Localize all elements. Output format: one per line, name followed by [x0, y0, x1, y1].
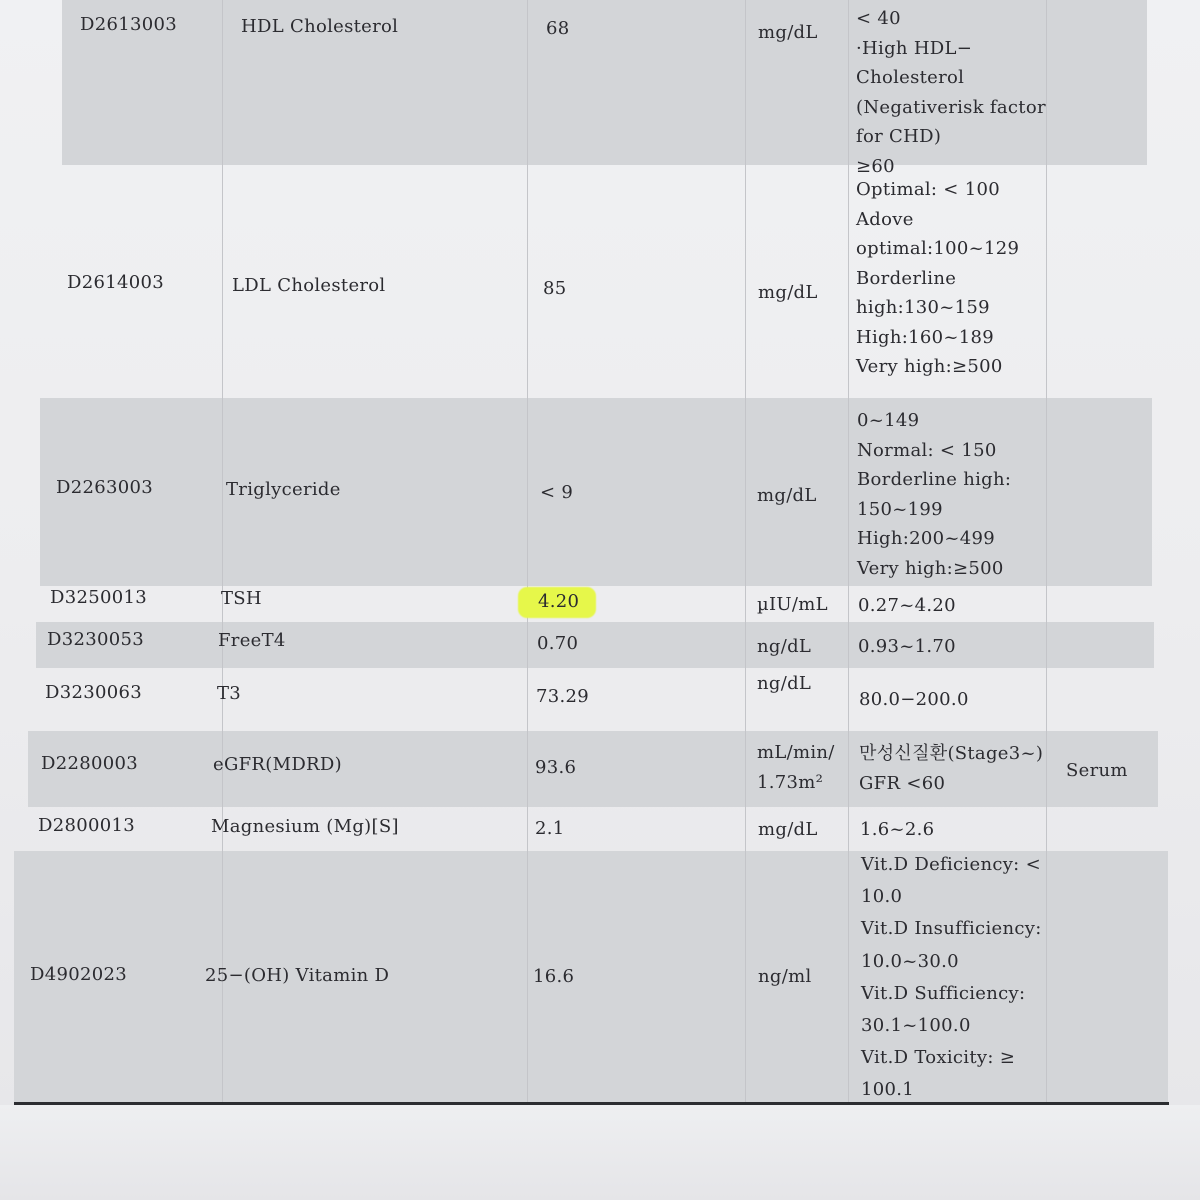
specimen-type: Serum — [1066, 760, 1128, 781]
reference-range: < 40 ·High HDL− Cholesterol (Negativerisk factor for CHD) ≥60 — [856, 8, 1046, 177]
test-name: LDL Cholesterol — [232, 275, 386, 296]
reference-range: 만성신질환(Stage3~) GFR <60 — [859, 743, 1044, 794]
test-code: D4902023 — [30, 964, 127, 985]
test-unit: ng/dL — [757, 673, 812, 694]
test-name: eGFR(MDRD) — [213, 754, 342, 775]
test-name: Triglyceride — [226, 479, 341, 500]
test-unit: mg/dL — [758, 22, 818, 43]
test-code: D3230063 — [45, 682, 142, 703]
test-result: 68 — [546, 18, 570, 39]
blank-paper-area — [0, 1105, 1200, 1200]
column-divider — [222, 0, 223, 1104]
reference-range: Vit.D Deficiency: < 10.0 Vit.D Insufficiency: 10.0~30.0 Vit.D Sufficiency: 30.1~100.0 Vit.D Toxicity: ≥ 100.1 — [861, 854, 1042, 1101]
test-result: 16.6 — [533, 966, 575, 987]
test-unit: µIU/mL — [757, 594, 828, 615]
test-name: Magnesium (Mg)[S] — [211, 816, 399, 837]
test-result: 85 — [543, 278, 567, 299]
test-result: 4.20 — [538, 591, 580, 612]
test-code: D3250013 — [50, 587, 147, 608]
column-divider — [745, 0, 746, 1104]
test-result: 2.1 — [535, 818, 565, 839]
test-result: 0.70 — [537, 633, 579, 654]
reference-range: 0.27~4.20 — [858, 595, 956, 616]
column-divider — [1046, 0, 1047, 1104]
test-result: < 9 — [540, 482, 574, 503]
test-code: D3230053 — [47, 629, 144, 650]
test-name: FreeT4 — [218, 630, 286, 651]
reference-range: 0.93~1.70 — [858, 636, 956, 657]
test-result: 73.29 — [536, 686, 590, 707]
reference-range: 80.0−200.0 — [859, 689, 969, 710]
test-code: D2613003 — [80, 14, 177, 35]
test-code: D2800013 — [38, 815, 135, 836]
test-name: HDL Cholesterol — [241, 16, 399, 37]
reference-range: Optimal: < 100 Adove optimal:100~129 Borderline high:130~159 High:160~189 Very high:≥500 — [856, 179, 1020, 377]
reference-range: 0~149 Normal: < 150 Borderline high: 150~199 High:200~499 Very high:≥500 — [857, 410, 1012, 579]
test-unit: mg/dL — [757, 485, 817, 506]
test-unit: mL/min/ 1.73m² — [757, 742, 835, 793]
test-name: T3 — [217, 683, 242, 704]
test-unit: ng/ml — [758, 966, 812, 987]
test-code: D2263003 — [56, 477, 153, 498]
test-name: 25−(OH) Vitamin D — [205, 965, 390, 986]
test-name: TSH — [221, 588, 262, 609]
test-unit: mg/dL — [758, 819, 818, 840]
test-result: 93.6 — [535, 757, 577, 778]
test-code: D2614003 — [67, 272, 164, 293]
test-code: D2280003 — [41, 753, 138, 774]
column-divider — [527, 0, 528, 1104]
row-band-freet4 — [36, 622, 1154, 668]
reference-range: 1.6~2.6 — [860, 819, 935, 840]
column-divider — [848, 0, 849, 1104]
test-unit: ng/dL — [757, 636, 812, 657]
test-unit: mg/dL — [758, 282, 818, 303]
